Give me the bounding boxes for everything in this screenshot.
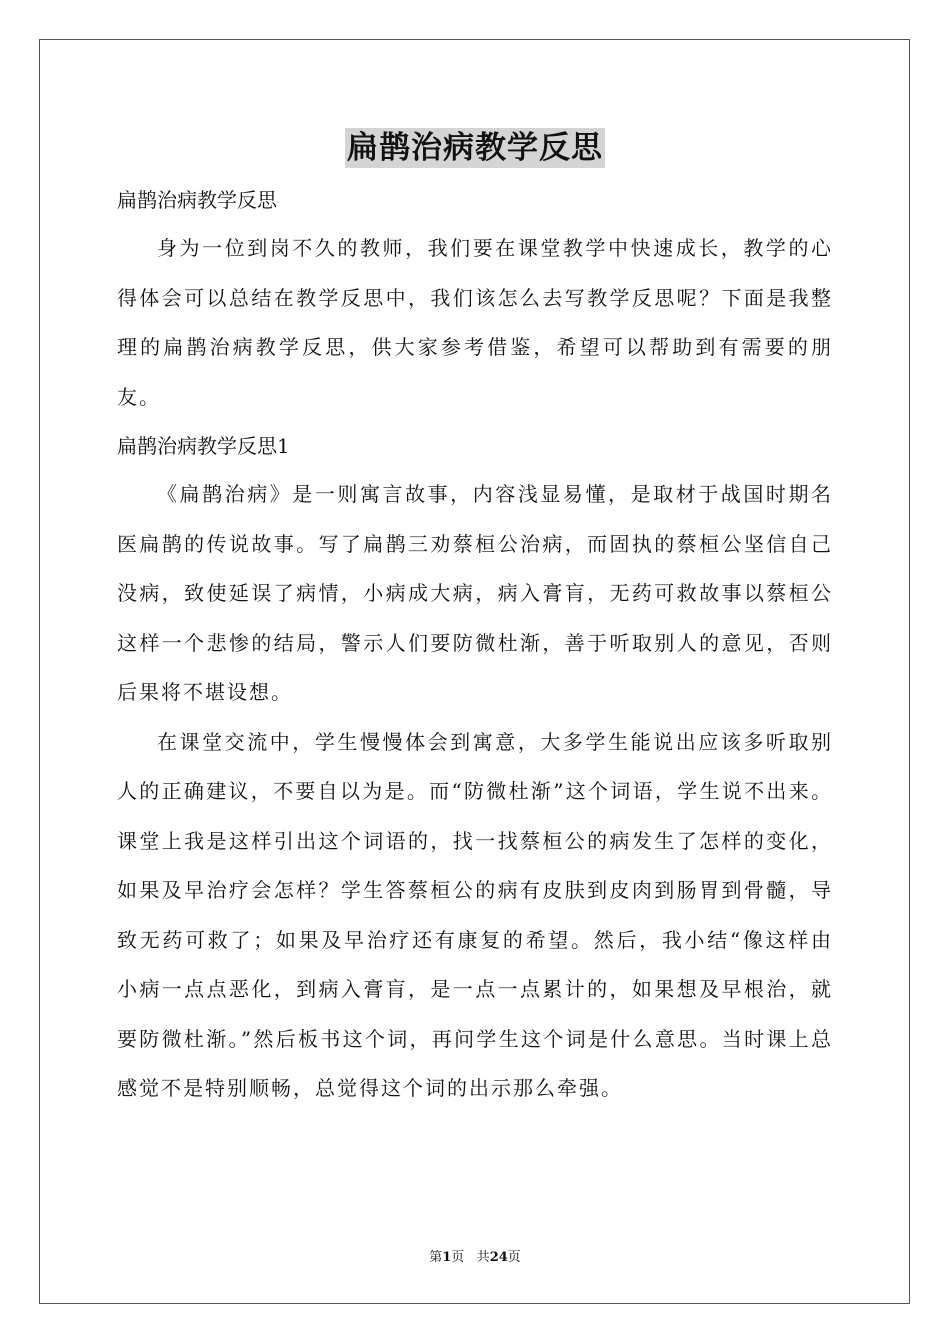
body-paragraph-2: 在课堂交流中，学生慢慢体会到寓意，大多学生能说出应该多听取别人的正确建议，不要自以为是。而“防微杜渐”这个词语，学生说不出来。课堂上我是这样引出这个词语的，找一找蔡桓公的病发生了怎样的变化，如果及早治疗会怎样？学生答蔡桓公的病有皮肤到皮肉到肠胃到骨髓，导致无药可救了；如果及早治疗还有康复的希望。然后，我小结“像这样由小病一点点恶化，到病入膏肓，是一点一点累计的，如果想及早根治，就要防微杜渐。”然后板书这个词，再问学生这个词是什么意思。当时课上总感觉不是特别顺畅，总觉得这个词的出示那么牵强。 [117,729,833,1100]
page-number: 1 [442,1250,452,1265]
page-suffix: 页 [451,1250,465,1265]
page-footer [0,1246,950,1265]
title-container [0,128,950,168]
page-prefix: 第 [429,1250,443,1265]
intro-paragraph: 身为一位到岗不久的教师，我们要在课堂教学中快速成长，教学的心得体会可以总结在教学反思中，我们该怎么去写教学反思呢？下面是我整理的扁鹊治病教学反思，供大家参考借鉴，希望可以帮助到有需要的朋友。 [117,236,833,409]
total-pages: 24 [489,1250,508,1265]
document-subtitle: 扁鹊治病教学反思 [117,188,277,212]
total-prefix: 共 [476,1250,490,1265]
document-title: 扁鹊治病教学反思 [347,130,603,166]
total-suffix: 页 [507,1250,521,1265]
section-heading: 扁鹊治病教学反思1 [117,434,290,458]
document-body [117,176,833,1114]
body-paragraph-1: 《扁鹊治病》是一则寓言故事，内容浅显易懂，是取材于战国时期名医扁鹊的传说故事。写了扁鹊三劝蔡桓公治病，而固执的蔡桓公坚信自己没病，致使延误了病情，小病成大病，病入膏肓，无药可救故事以蔡桓公这样一个悲惨的结局，警示人们要防微杜渐，善于听取别人的意见，否则后果将不堪设想。 [117,482,833,704]
